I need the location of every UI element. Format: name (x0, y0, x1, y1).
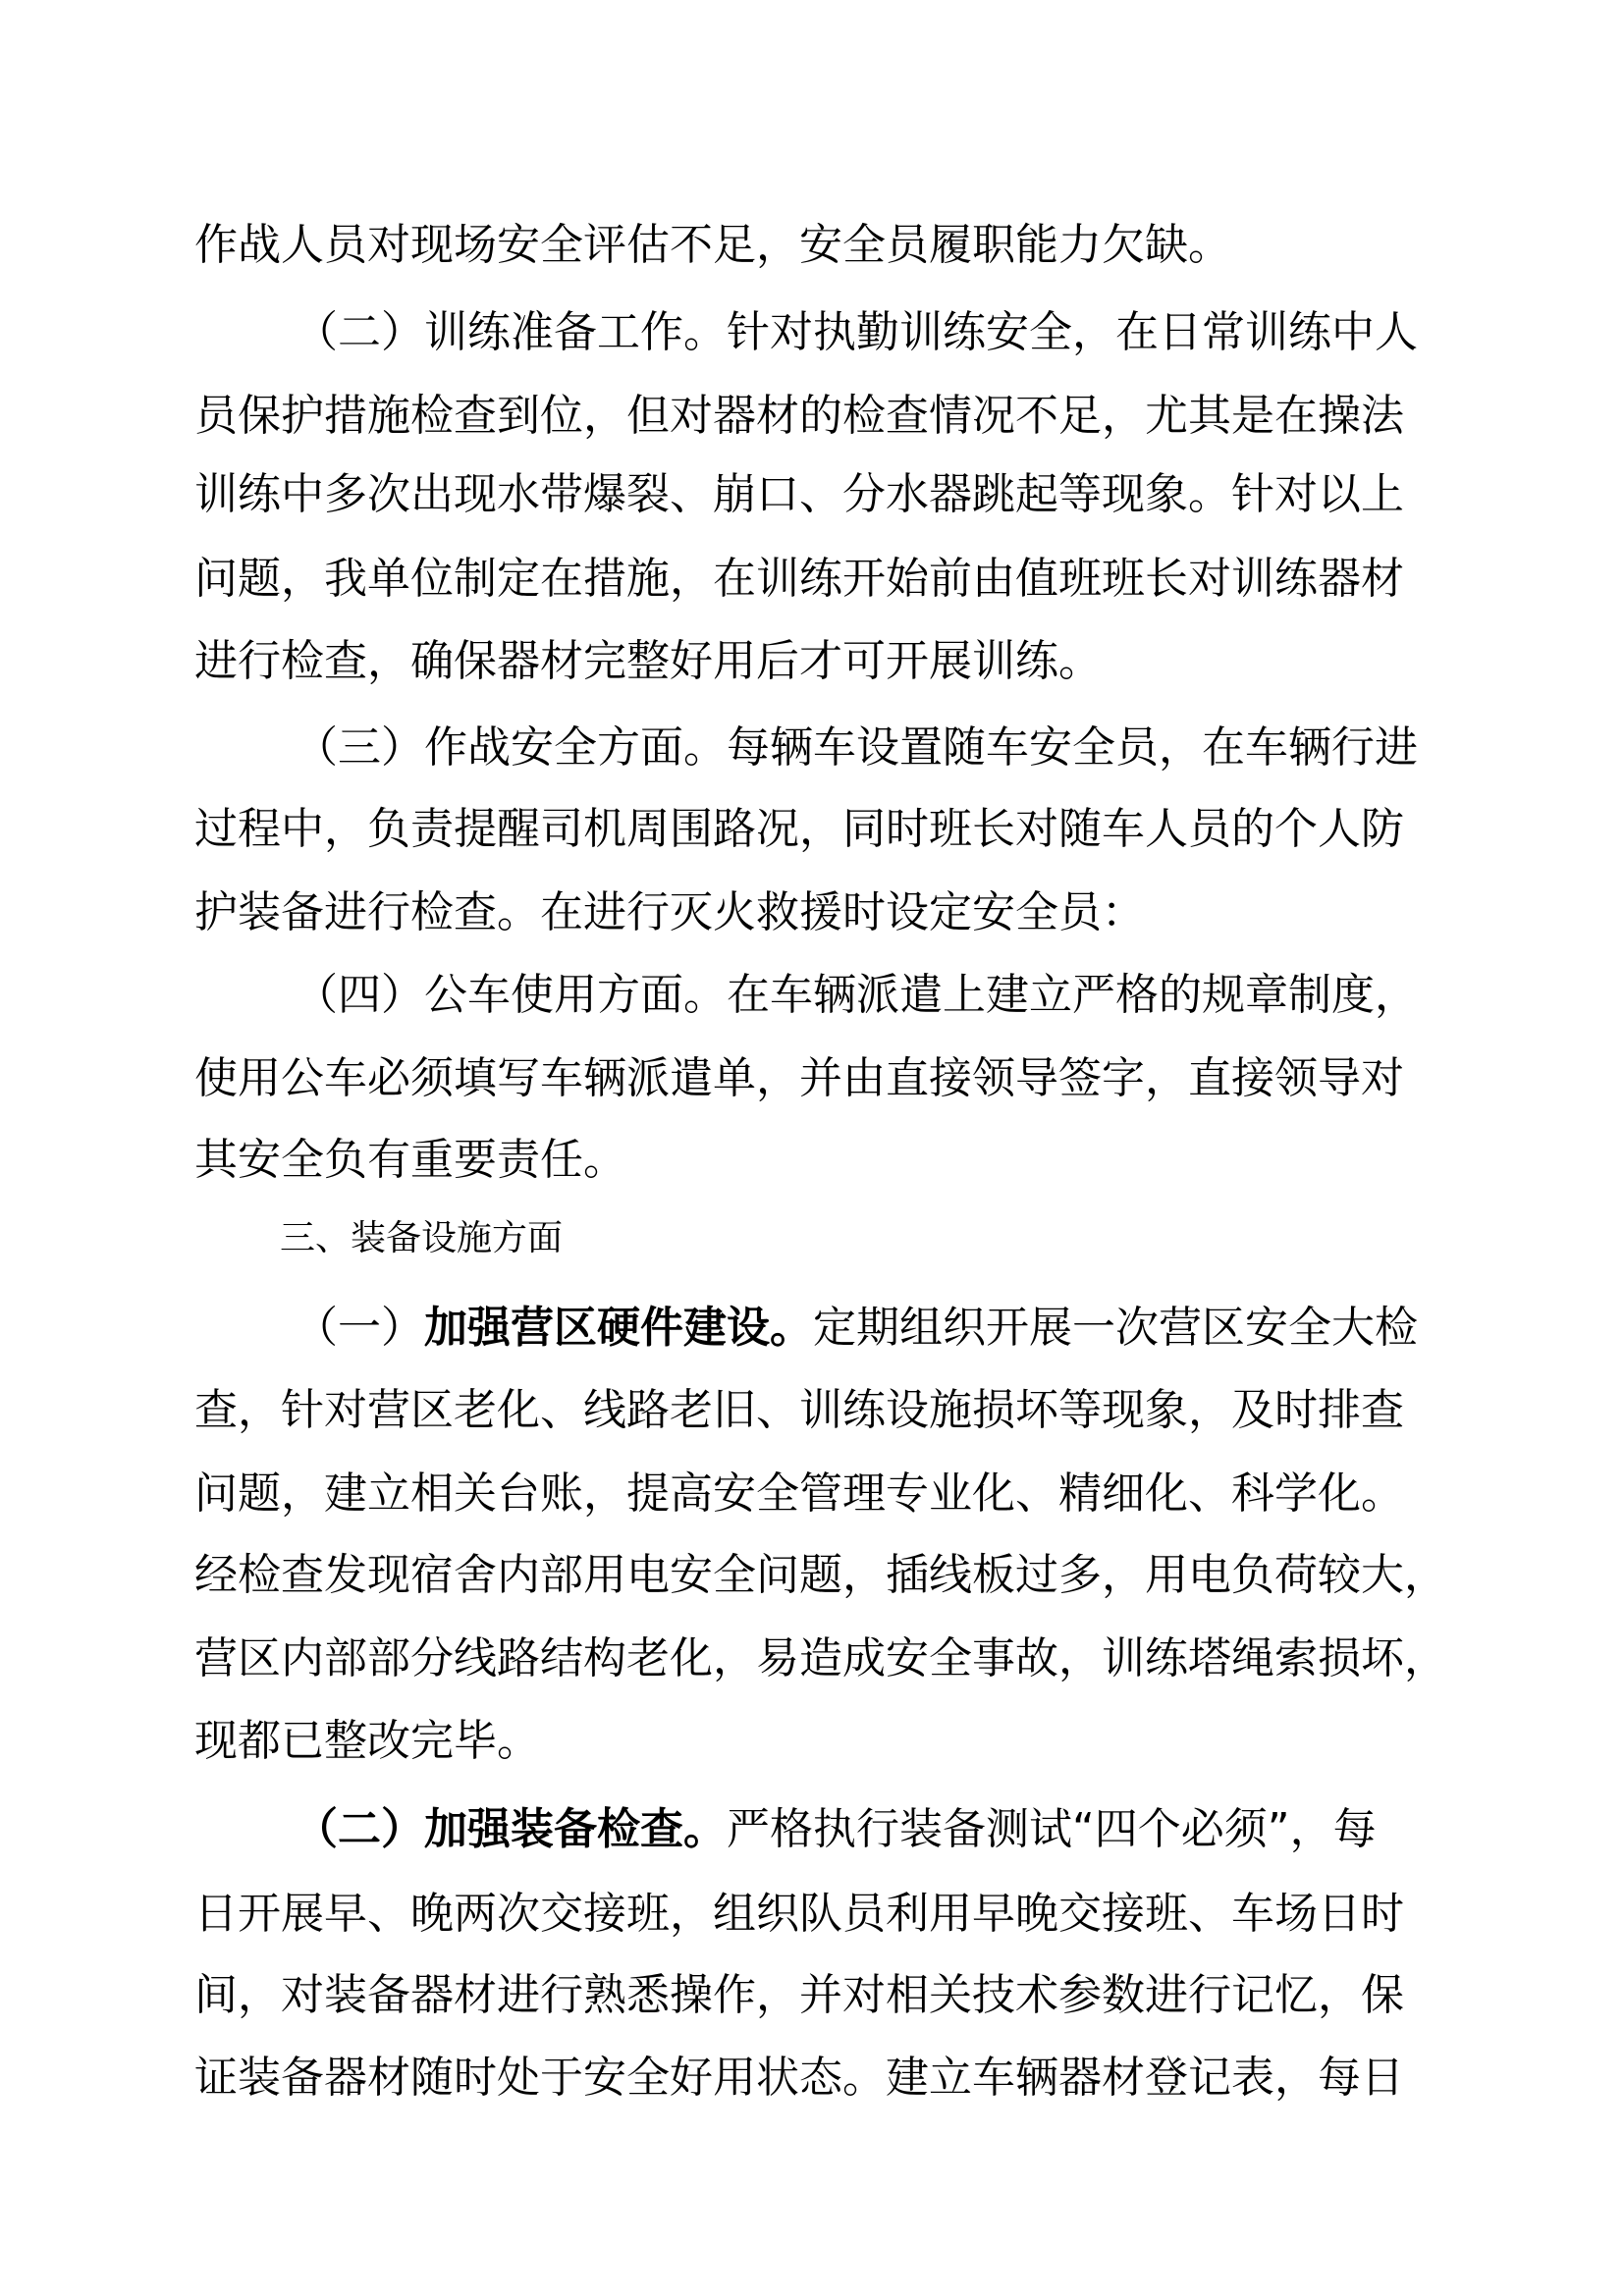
paragraph-text: 严格执行装备测试“四个必须”，每 (727, 1804, 1377, 1854)
text-line: （二）训练准备工作。针对执勤训练安全，在日常训练中人 (295, 307, 1418, 357)
text-line: 查，针对营区老化、线路老旧、训练设施损坏等现象，及时排查 (194, 1385, 1404, 1435)
paragraph-text: 定期组织开展一次营区安全大检 (813, 1303, 1418, 1353)
text-line: 现都已整改完毕。 (194, 1716, 540, 1766)
text-line: 其安全负有重要责任。 (194, 1135, 626, 1185)
paragraph-prefix: （一） (295, 1303, 424, 1353)
paragraph-first-line (295, 1789, 1377, 1871)
bold-lead: 加强营区硬件建设。 (424, 1303, 813, 1353)
text-line: 问题，我单位制定在措施，在训练开始前由值班班长对训练器材 (194, 554, 1404, 604)
text-line: 进行检查，确保器材完整好用后才可开展训练。 (194, 636, 1102, 686)
text-line: 间，对装备器材进行熟悉操作，并对相关技术参数进行记忆，保 (194, 1970, 1404, 2020)
text-line: 作战人员对现场安全评估不足，安全员履职能力欠缺。 (194, 220, 1231, 270)
text-line: 日开展早、晚两次交接班，组织队员利用早晚交接班、车场日时 (194, 1889, 1404, 1939)
paragraph-first-line (295, 1287, 1418, 1369)
text-line: 护装备进行检查。在进行灭火救援时设定安全员： (194, 887, 1145, 937)
text-line: 经检查发现宿舍内部用电安全问题，插线板过多，用电负荷较大， (194, 1550, 1447, 1600)
text-line: 证装备器材随时处于安全好用状态。建立车辆器材登记表，每日 (194, 2053, 1404, 2103)
text-line: （三）作战安全方面。每辆车设置随车安全员，在车辆行进 (295, 722, 1418, 773)
text-line: 训练中多次出现水带爆裂、崩口、分水器跳起等现象。针对以上 (194, 469, 1404, 519)
text-line: 使用公车必须填写车辆派遣单，并由直接领导签字，直接领导对 (194, 1053, 1404, 1103)
text-line: 员保护措施检查到位，但对器材的检查情况不足，尤其是在操法 (194, 391, 1404, 441)
text-line: 问题，建立相关台账，提高安全管理专业化、精细化、科学化。 (194, 1468, 1404, 1519)
section-heading: 三、装备设施方面 (280, 1218, 564, 1258)
text-line: （四）公车使用方面。在车辆派遣上建立严格的规章制度， (295, 970, 1418, 1020)
bold-lead: （二）加强装备检查。 (295, 1804, 727, 1854)
text-line: 营区内部部分线路结构老化，易造成安全事故，训练塔绳索损坏， (194, 1633, 1447, 1683)
text-line: 过程中，负责提醒司机周围路况，同时班长对随车人员的个人防 (194, 804, 1404, 854)
